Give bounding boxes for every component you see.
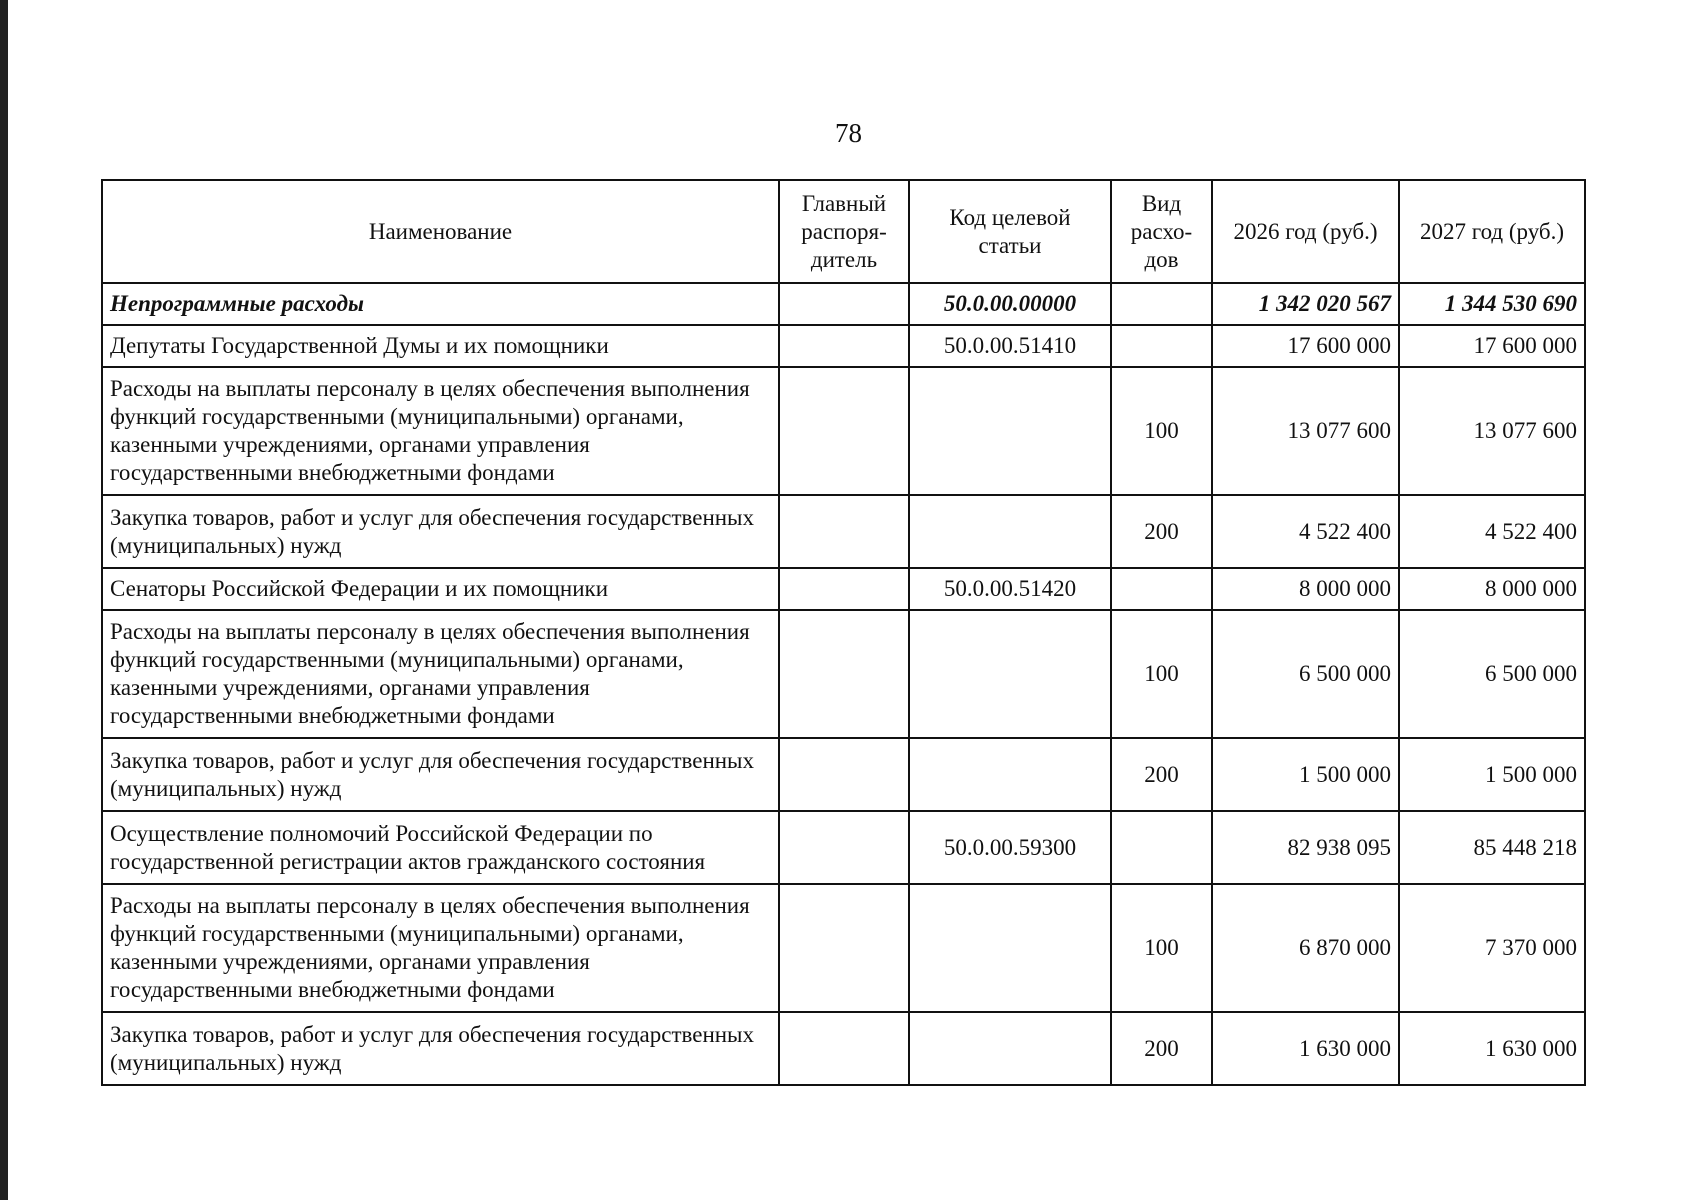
header-name: Наименование <box>102 180 779 283</box>
header-chief-manager: Главный распоря-дитель <box>779 180 909 283</box>
cell-name: Осуществление полномочий Российской Федерации по государственной регистрации актов гражданского состояния <box>102 811 779 884</box>
cell-name: Закупка товаров, работ и услуг для обеспечения государственных (муниципальных) нужд <box>102 1012 779 1085</box>
cell-name: Расходы на выплаты персоналу в целях обеспечения выполнения функций государственными (муниципальными) органами, казенными учреждениями, органами управления государственными внебюджетными фондами <box>102 610 779 738</box>
cell-name: Закупка товаров, работ и услуг для обеспечения государственных (муниципальных) нужд <box>102 495 779 568</box>
cell-type: 100 <box>1111 610 1212 738</box>
cell-type: 100 <box>1111 884 1212 1012</box>
cell-code: 50.0.00.59300 <box>909 811 1111 884</box>
cell-2026: 6 870 000 <box>1212 884 1399 1012</box>
header-year-2026: 2026 год (руб.) <box>1212 180 1399 283</box>
cell-2026: 4 522 400 <box>1212 495 1399 568</box>
cell-chief <box>779 495 909 568</box>
table-row <box>102 811 1585 884</box>
table-row <box>102 367 1585 495</box>
cell-code <box>909 738 1111 811</box>
cell-chief <box>779 610 909 738</box>
table-row <box>102 884 1585 1012</box>
cell-name: Закупка товаров, работ и услуг для обеспечения государственных (муниципальных) нужд <box>102 738 779 811</box>
budget-table <box>101 179 1586 1086</box>
cell-2026: 1 342 020 567 <box>1212 283 1399 325</box>
cell-2027: 1 630 000 <box>1399 1012 1585 1085</box>
cell-code: 50.0.00.51420 <box>909 568 1111 610</box>
cell-type: 200 <box>1111 495 1212 568</box>
table-row <box>102 283 1585 325</box>
cell-2026: 1 630 000 <box>1212 1012 1399 1085</box>
cell-type: 100 <box>1111 367 1212 495</box>
cell-2026: 82 938 095 <box>1212 811 1399 884</box>
cell-code <box>909 367 1111 495</box>
cell-2027: 7 370 000 <box>1399 884 1585 1012</box>
header-year-2027: 2027 год (руб.) <box>1399 180 1585 283</box>
cell-type <box>1111 811 1212 884</box>
cell-2026: 13 077 600 <box>1212 367 1399 495</box>
table-row <box>102 568 1585 610</box>
cell-2027: 1 500 000 <box>1399 738 1585 811</box>
cell-2027: 17 600 000 <box>1399 325 1585 367</box>
cell-type <box>1111 283 1212 325</box>
cell-code: 50.0.00.51410 <box>909 325 1111 367</box>
table-row <box>102 325 1585 367</box>
table-row <box>102 495 1585 568</box>
header-expense-type: Вид расхо-дов <box>1111 180 1212 283</box>
cell-code <box>909 495 1111 568</box>
cell-type <box>1111 568 1212 610</box>
scan-left-edge <box>0 0 8 1200</box>
cell-name: Расходы на выплаты персоналу в целях обеспечения выполнения функций государственными (муниципальными) органами, казенными учреждениями, органами управления государственными внебюджетными фондами <box>102 367 779 495</box>
cell-2027: 4 522 400 <box>1399 495 1585 568</box>
cell-chief <box>779 568 909 610</box>
cell-chief <box>779 367 909 495</box>
cell-2027: 1 344 530 690 <box>1399 283 1585 325</box>
cell-name: Сенаторы Российской Федерации и их помощники <box>102 568 779 610</box>
cell-chief <box>779 325 909 367</box>
cell-type: 200 <box>1111 1012 1212 1085</box>
cell-chief <box>779 1012 909 1085</box>
cell-chief <box>779 884 909 1012</box>
cell-code <box>909 1012 1111 1085</box>
cell-2027: 13 077 600 <box>1399 367 1585 495</box>
cell-code <box>909 610 1111 738</box>
cell-2027: 6 500 000 <box>1399 610 1585 738</box>
cell-2026: 8 000 000 <box>1212 568 1399 610</box>
cell-2026: 6 500 000 <box>1212 610 1399 738</box>
cell-name: Расходы на выплаты персоналу в целях обеспечения выполнения функций государственными (муниципальными) органами, казенными учреждениями, органами управления государственными внебюджетными фондами <box>102 884 779 1012</box>
cell-chief <box>779 811 909 884</box>
cell-chief <box>779 738 909 811</box>
table-row <box>102 738 1585 811</box>
cell-type <box>1111 325 1212 367</box>
cell-2026: 17 600 000 <box>1212 325 1399 367</box>
cell-code <box>909 884 1111 1012</box>
cell-chief <box>779 283 909 325</box>
cell-2027: 8 000 000 <box>1399 568 1585 610</box>
cell-type: 200 <box>1111 738 1212 811</box>
cell-2027: 85 448 218 <box>1399 811 1585 884</box>
cell-code: 50.0.00.00000 <box>909 283 1111 325</box>
table-row <box>102 1012 1585 1085</box>
page-number: 78 <box>835 118 862 148</box>
table-row <box>102 610 1585 738</box>
cell-name: Депутаты Государственной Думы и их помощники <box>102 325 779 367</box>
table-header-row <box>102 180 1585 283</box>
cell-name: Непрограммные расходы <box>102 283 779 325</box>
header-target-code: Код целевой статьи <box>909 180 1111 283</box>
cell-2026: 1 500 000 <box>1212 738 1399 811</box>
